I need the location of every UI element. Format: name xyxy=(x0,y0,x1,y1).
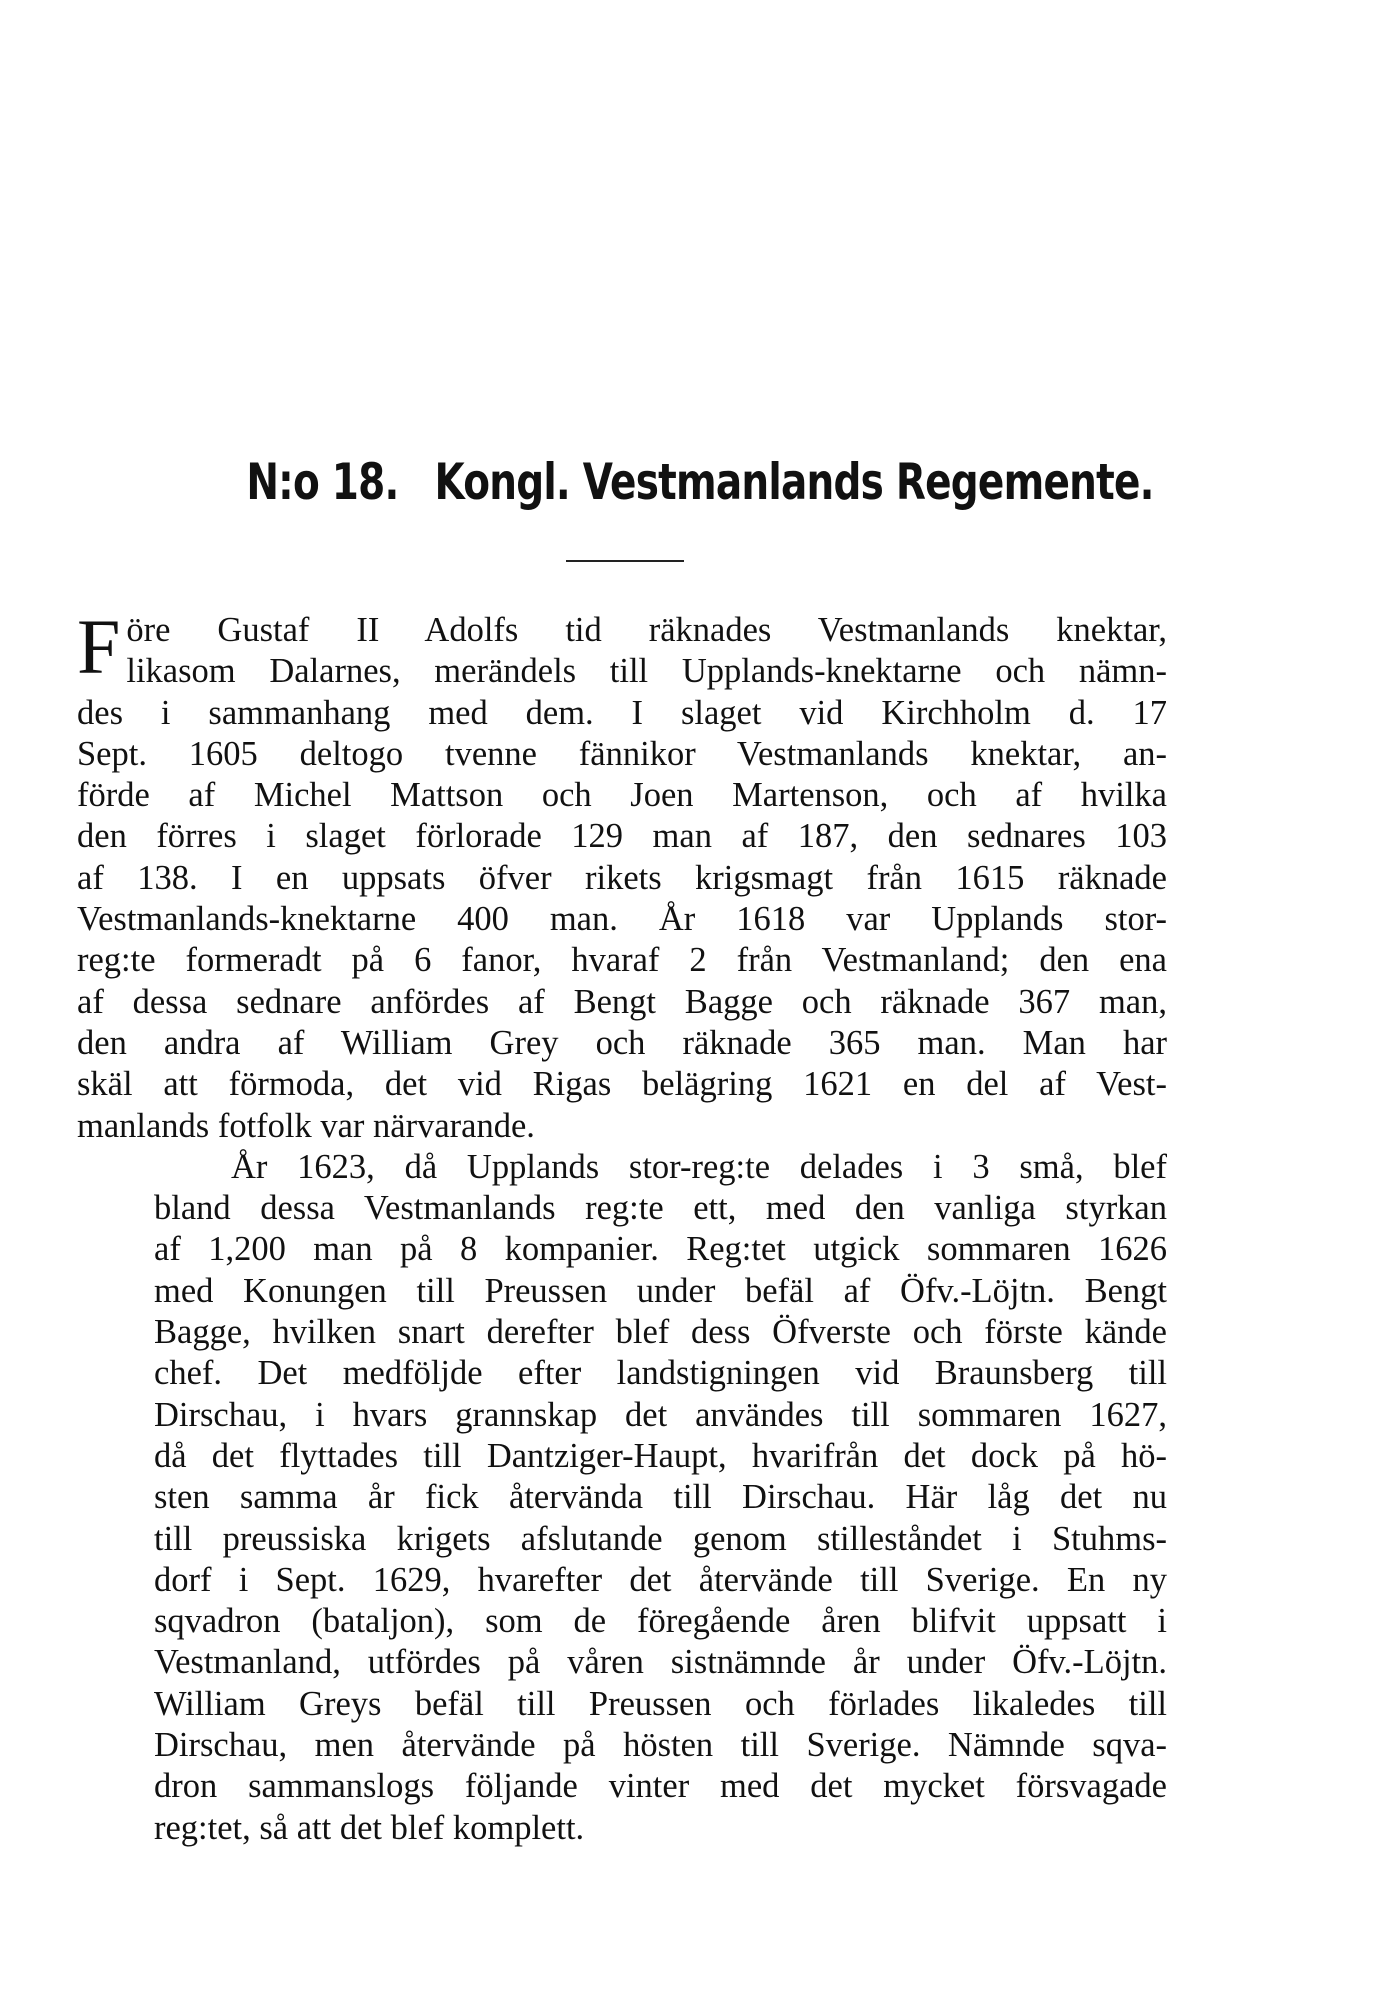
text-line: Sept. 1605 deltogo tvenne fännikor Vestmanlands knektar, an- xyxy=(77,734,1167,773)
paragraph-2 xyxy=(77,1147,1167,1849)
drop-cap: F xyxy=(77,603,121,690)
regiment-number: N:o 18. xyxy=(246,453,399,511)
body-text xyxy=(77,603,1167,1849)
text-line: sten samma år fick återvända till Dirschau. Här låg det nu xyxy=(154,1478,1167,1517)
text-line: då det flyttades till Dantziger-Haupt, hvarifrån det dock på hö- xyxy=(154,1436,1167,1475)
page-heading xyxy=(154,452,1246,512)
text-line: des i sammanhang med dem. I slaget vid Kirchholm d. 17 xyxy=(77,693,1167,732)
text-line: chef. Det medföljde efter landstigningen vid Braunsberg till xyxy=(154,1354,1167,1393)
text-line: till preussiska krigets afslutande genom stilleståndet i Stuhms- xyxy=(154,1519,1167,1558)
text-line: reg:tet, så att det blef komplett. xyxy=(154,1808,585,1847)
text-line: öre Gustaf II Adolfs tid räknades Vestmanlands knektar, xyxy=(126,611,1167,649)
text-line: skäl att förmoda, det vid Rigas belägring 1621 en del af Vest- xyxy=(77,1065,1167,1104)
text-line: af 138. I en uppsats öfver rikets krigsmagt från 1615 räknade xyxy=(77,858,1167,897)
text-line: bland dessa Vestmanlands reg:te ett, med den vanliga styrkan xyxy=(154,1189,1167,1228)
text-line: af dessa sednare anfördes af Bengt Bagge och räknade 367 man, xyxy=(77,982,1167,1021)
text-line: År 1623, då Upplands stor-reg:te delades i 3 små, blef xyxy=(231,1147,1167,1186)
text-line: Vestmanlands-knektarne 400 man. År 1618 var Upplands stor- xyxy=(77,900,1167,939)
text-line: Dirschau, men återvände på hösten till Sverige. Nämnde sqva- xyxy=(154,1726,1167,1765)
text-line: af 1,200 man på 8 kompanier. Reg:tet utgick sommaren 1626 xyxy=(154,1230,1167,1269)
text-line: med Konungen till Preussen under befäl af Öfv.-Löjtn. Bengt xyxy=(154,1271,1167,1310)
text-line: sqvadron (bataljon), som de föregående åren blifvit uppsatt i xyxy=(154,1602,1167,1641)
paragraph-1 xyxy=(77,603,1167,1147)
text-line: dron sammanslogs följande vinter med det mycket försvagade xyxy=(154,1767,1167,1806)
regiment-title: Kongl. Vestmanlands Regemente. xyxy=(434,453,1154,511)
text-line: manlands fotfolk var närvarande. xyxy=(77,1106,535,1145)
text-line: Vestmanland, utfördes på våren sistnämnde år under Öfv.-Löjtn. xyxy=(154,1643,1167,1682)
text-line: den andra af William Grey och räknade 365 man. Man har xyxy=(77,1023,1167,1062)
text-line: likasom Dalarnes, merändels till Upplands-knektarne och nämn- xyxy=(126,652,1167,691)
text-line: Bagge, hvilken snart derefter blef dess Öfverste och förste kände xyxy=(154,1313,1167,1352)
text-line: Dirschau, i hvars grannskap det användes till sommaren 1627, xyxy=(154,1395,1167,1434)
text-line: dorf i Sept. 1629, hvarefter det återvände till Sverige. En ny xyxy=(154,1560,1167,1599)
text-line: reg:te formeradt på 6 fanor, hvaraf 2 från Vestmanland; den ena xyxy=(77,941,1167,980)
text-line: William Greys befäl till Preussen och förlades likaledes till xyxy=(154,1684,1167,1723)
heading-divider xyxy=(566,560,684,562)
text-line: förde af Michel Mattson och Joen Martenson, och af hvilka xyxy=(77,776,1167,815)
text-line: den förres i slaget förlorade 129 man af 187, den sednares 103 xyxy=(77,817,1167,856)
